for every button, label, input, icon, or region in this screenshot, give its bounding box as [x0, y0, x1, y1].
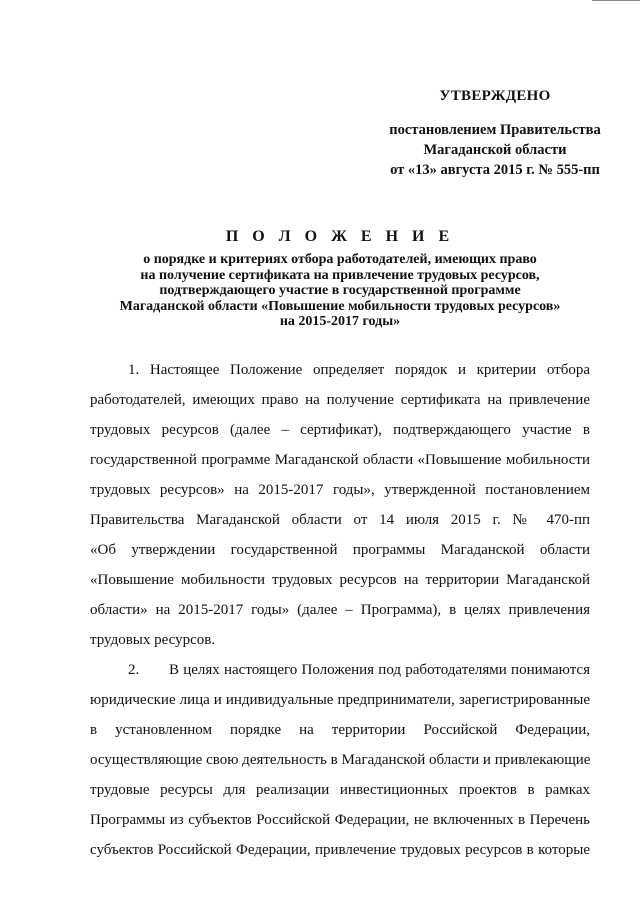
paragraph-line: субъектов Российской Федерации, привлечение трудовых ресурсов в которые — [90, 842, 590, 858]
approval-title: УТВЕРЖДЕНО — [439, 88, 551, 104]
paragraph-line: области» на 2015-2017 годы» (далее – Программа), в целях привлечения — [90, 602, 590, 618]
document-subtitle-line: подтверждающего участие в государственной программе — [159, 283, 521, 298]
paragraph-1 — [90, 355, 590, 655]
paragraph-line: осуществляющие свою деятельность в Магаданской области и привлекающие — [90, 752, 591, 768]
document-body — [90, 355, 590, 865]
paragraph-line: Правительства Магаданской области от 14 июля 2015 г. № 470-пп — [90, 512, 590, 528]
paragraph-line: «Об утверждении государственной программы Магаданской области — [90, 542, 590, 558]
paragraph-line: работодателей, имеющих право на получение сертификата на привлечение — [90, 392, 590, 408]
paragraph-line: государственной программе Магаданской области «Повышение мобильности — [90, 452, 590, 468]
approval-line: Магаданской области — [423, 142, 567, 158]
document-subtitle-line: о порядке и критериях отбора работодателей, имеющих право — [143, 252, 537, 267]
document-subtitle-line: на получение сертификата на привлечение трудовых ресурсов, — [140, 267, 540, 283]
paragraph-line: Программы из субъектов Российской Федерации, не включенных в Перечень — [90, 812, 590, 828]
document-heading: П О Л О Ж Е Н И Е — [225, 228, 455, 245]
paragraph-line: трудовых ресурсов. — [90, 632, 216, 648]
approval-line: от «13» августа 2015 г. № 555-пп — [390, 162, 600, 178]
document-subtitle-line: Магаданской области «Повышение мобильности трудовых ресурсов» — [119, 298, 561, 314]
paragraph-line: «Повышение мобильности трудовых ресурсов на территории Магаданской — [90, 572, 590, 588]
paragraph-line: трудовые ресурсы для реализации инвестиционных проектов в рамках — [90, 782, 590, 798]
approval-stamp — [360, 86, 630, 180]
page-corner-mark — [592, 0, 640, 5]
paragraph-line: 1. Настоящее Положение определяет порядок и критерии отбора — [128, 362, 590, 378]
document-title-block — [80, 228, 600, 330]
paragraph-2 — [90, 655, 590, 865]
paragraph-line: трудовых ресурсов» на 2015-2017 годы», утвержденной постановлением — [90, 482, 590, 498]
paragraph-line: в установленном порядке на территории Российской Федерации, — [90, 722, 590, 738]
paragraph-line: трудовых ресурсов (далее – сертификат), подтверждающего участие в — [90, 422, 590, 438]
paragraph-line: юридические лица и индивидуальные предприниматели, зарегистрированные — [90, 692, 590, 708]
document-subtitle-line: на 2015-2017 годы» — [279, 314, 401, 329]
approval-line: постановлением Правительства — [389, 122, 601, 138]
paragraph-line: 2. В целях настоящего Положения под работодателями понимаются — [128, 662, 590, 678]
